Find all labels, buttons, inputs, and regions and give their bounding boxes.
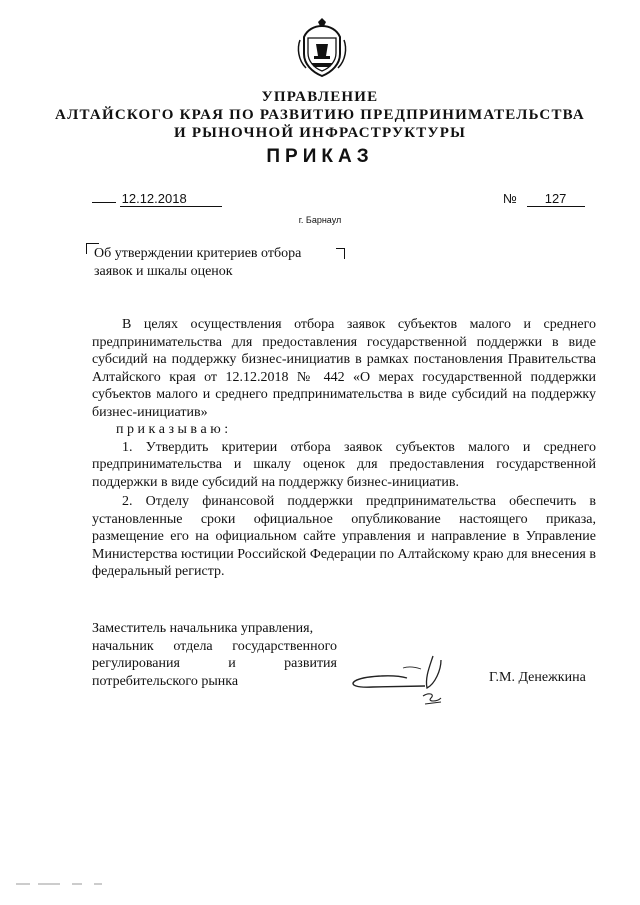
item-2: 2. Отделу финансовой поддержки предпринимательства обеспечить в установленные сроки официальное опубликование настоящего приказа, размещение его на официальном сайте управления и направление в Управление Министерства юстиции Российской Федерации по Алтайскому краю для внесения в федеральный регистр.	[92, 494, 596, 579]
handwritten-signature	[345, 648, 455, 708]
org-name-line1: УПРАВЛЕНИЕ	[261, 89, 379, 105]
position-line1: Заместитель начальника управления,	[92, 621, 314, 636]
order-number: 127	[527, 191, 585, 207]
item-1: 1. Утвердить критерии отбора заявок субъектов малого и среднего предпринимательства и шкалу оценок для предоставления государственной поддержки в виде субсидий на поддержку бизнес-инициатив.	[92, 439, 596, 490]
city: г. Барнаул	[298, 215, 342, 225]
number-label: №	[503, 191, 517, 206]
coat-of-arms-icon	[296, 18, 348, 78]
scan-marks	[16, 880, 116, 888]
position-line2: начальник отдела государственного регулирования и развития потребительского рынка	[92, 638, 337, 689]
document-type: ПРИКАЗ	[266, 146, 374, 167]
order-body	[92, 316, 596, 581]
org-name-line2: АЛТАЙСКОГО КРАЯ ПО РАЗВИТИЮ ПРЕДПРИНИМАТЕЛЬСТВА	[55, 107, 585, 123]
number-field	[503, 191, 585, 207]
order-date: 12.12.2018	[120, 191, 222, 207]
order-title-line2: заявок и шкалы оценок	[94, 264, 233, 279]
signatory-position	[92, 620, 342, 690]
title-bracket-right	[336, 248, 345, 259]
preamble-paragraph: В целях осуществления отбора заявок субъектов малого и среднего предпринимательства для предоставления государственной поддержки в виде субсидий на поддержку бизнес-инициатив в рамках постановления Правительства Алтайского края от 12.12.2018 № 442 «О мерах государственной поддержки субъектов малого и среднего предпринимательства в виде субсидий на поддержку бизнес-инициатив»	[92, 317, 596, 420]
signatory-name: Г.М. Денежкина	[489, 670, 586, 685]
order-title-line1: Об утверждении критериев отбора	[94, 246, 302, 261]
org-name-line3: И РЫНОЧНОЙ ИНФРАСТРУКТУРЫ	[174, 125, 466, 141]
order-word: п р и к а з ы в а ю :	[116, 422, 229, 437]
date-field	[92, 191, 222, 207]
